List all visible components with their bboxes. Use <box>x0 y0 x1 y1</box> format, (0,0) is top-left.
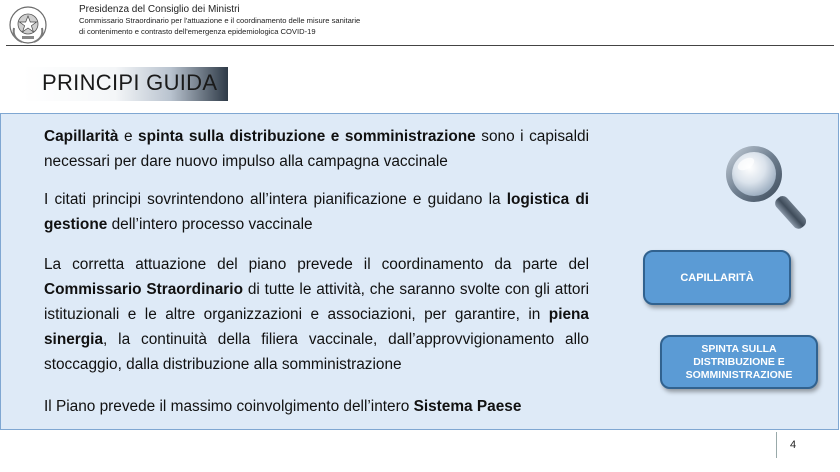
italian-republic-emblem <box>6 4 50 46</box>
p2-text-1: I citati principi sovrintendono all’intera pianificazione e guidano la <box>44 191 507 208</box>
slide-title: PRINCIPI GUIDA <box>42 70 218 95</box>
spinta-distribuzione-badge: SPINTA SULLA DISTRIBUZIONE E SOMMINISTRAZIONE <box>660 335 818 389</box>
p1-bold-capillarita: Capillarità <box>44 128 119 145</box>
paragraph-2 <box>44 187 589 237</box>
p4-bold-sistema-paese: Sistema Paese <box>413 398 522 415</box>
p3-text-3: , la continuità della filiera vaccinale, dall’approvvigionamento allo stoccaggio, dalla distribuzione alla somministrazione <box>44 331 589 373</box>
p1-text-1: e <box>118 128 139 145</box>
p2-bold-logistica: logistica di gestione <box>44 191 589 233</box>
p3-text-2: di tutte le attività, che saranno svolte con gli attori istituzionali e le altre organizzazioni e associazioni, per garantire, in <box>44 281 589 323</box>
p4-text-1: Il Piano prevede il massimo coinvolgimento dell’intero <box>44 398 414 415</box>
page-number-divider <box>776 432 777 458</box>
header-text <box>79 4 360 37</box>
header-subtitle-line2: di contenimento e contrasto dell'emergenza epidemiologica COVID-19 <box>79 27 316 36</box>
p3-text-1: La corretta attuazione del piano prevede il coordinamento da parte del <box>44 256 589 273</box>
p1-bold-spinta: spinta sulla distribuzione e somministrazione <box>138 128 476 145</box>
paragraph-1 <box>44 124 589 174</box>
p3-bold-commissario: Commissario Straordinario <box>44 281 243 298</box>
capillarita-badge: CAPILLARITÀ <box>643 250 791 305</box>
p2-text-2: dell’intero processo vaccinale <box>107 216 313 233</box>
page-number: 4 <box>790 439 797 451</box>
header-subtitle-line1: Commissario Straordinario per l'attuazione e il coordinamento delle misure sanitarie <box>79 16 361 25</box>
paragraph-3 <box>44 252 589 377</box>
magnifying-glass-icon <box>718 142 814 232</box>
header-divider <box>6 45 834 46</box>
p1-text-2: sono i capisaldi necessari per dare nuovo impulso alla campagna vaccinale <box>44 128 589 170</box>
paragraph-4 <box>44 394 589 419</box>
p3-bold-sinergia: piena sinergia <box>44 306 589 348</box>
header-title: Presidenza del Consiglio dei Ministri <box>79 4 240 15</box>
